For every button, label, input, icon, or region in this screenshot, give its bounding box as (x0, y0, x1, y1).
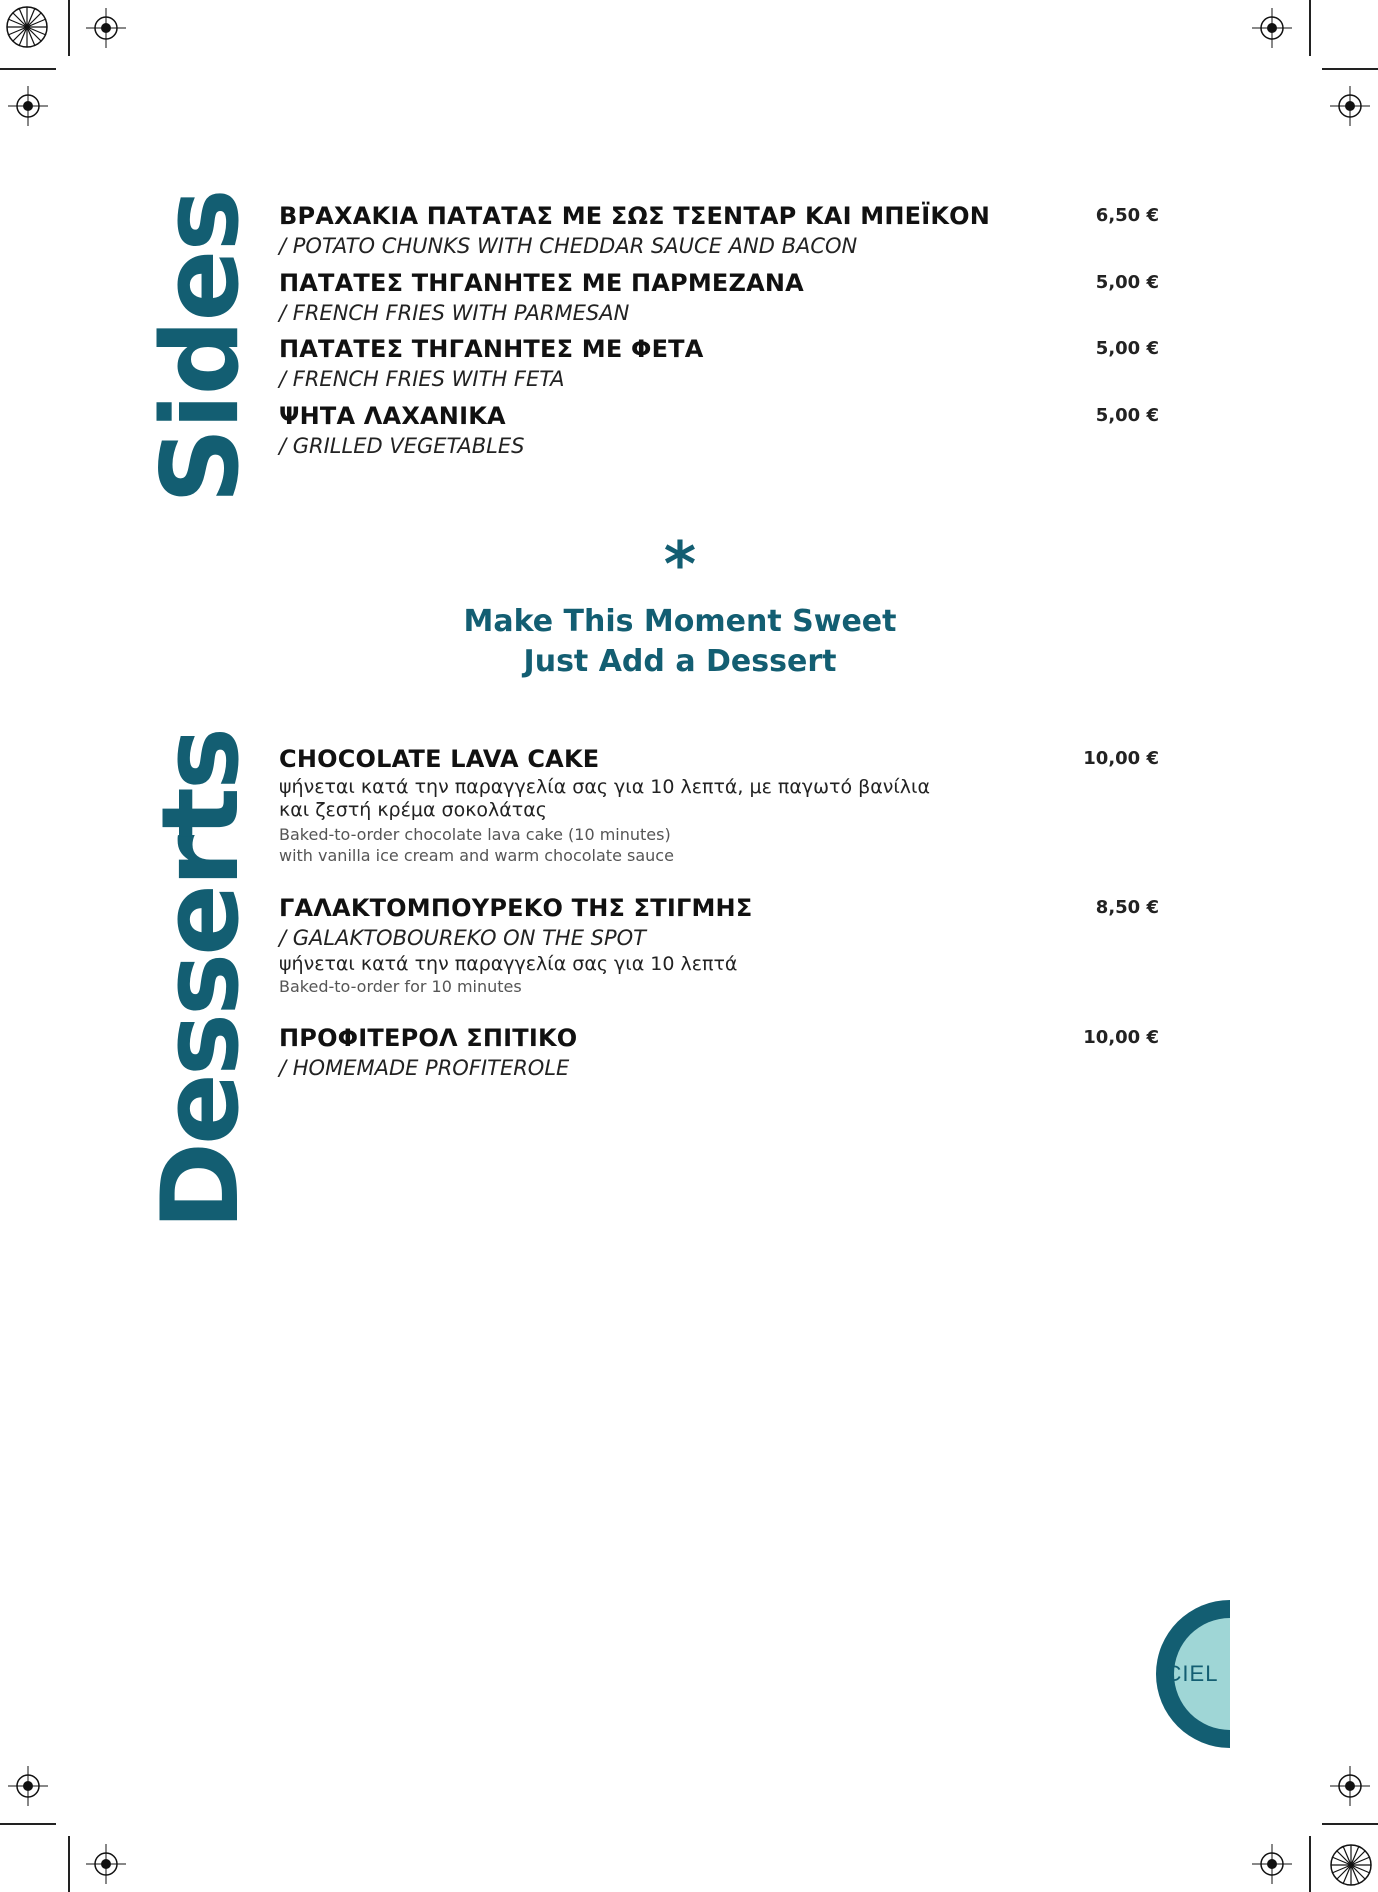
registration-mark-icon (1330, 86, 1370, 126)
item-name: ΠΑΤΑΤΕΣ ΤΗΓΑΝΗΤΕΣ ΜΕ ΦΕΤΑ (279, 335, 704, 363)
registration-mark-icon (8, 86, 48, 126)
item-price: 5,00 € (1095, 272, 1159, 293)
item-price: 10,00 € (1083, 1027, 1159, 1048)
item-english-name: / GRILLED VEGETABLES (279, 434, 525, 458)
item-greek-description: ψήνεται κατά την παραγγελία σας για 10 λεπτά, με παγωτό βανίλια (279, 776, 931, 798)
crop-line (1322, 1823, 1378, 1825)
item-name: ΨΗΤΑ ΛΑΧΑΝΙΚΑ (279, 402, 506, 430)
asterisk-icon: * (663, 528, 697, 601)
logo-text: CIEL (1165, 1661, 1219, 1686)
menu-item (279, 1023, 1159, 1083)
ciel-logo (1120, 1600, 1230, 1748)
item-price: 5,00 € (1095, 338, 1159, 359)
menu-item (279, 401, 1159, 461)
menu-item (279, 201, 1159, 261)
crop-line (0, 1823, 56, 1825)
item-price: 5,00 € (1095, 405, 1159, 426)
item-name: ΒΡΑΧΑΚΙΑ ΠΑΤΑΤΑΣ ΜΕ ΣΩΣ ΤΣΕΝΤΑΡ ΚΑΙ ΜΠΕΪΚΟΝ (279, 202, 991, 230)
menu-item (279, 744, 1159, 866)
crop-line (68, 0, 70, 56)
promo-line-1: Make This Moment Sweet (463, 604, 897, 639)
item-name: CHOCOLATE LAVA CAKE (279, 745, 600, 773)
item-price: 8,50 € (1095, 897, 1159, 918)
item-english-description: Baked-to-order chocolate lava cake (10 minutes) (279, 825, 671, 844)
crop-line (0, 68, 56, 70)
item-greek-description: ψήνεται κατά την παραγγελία σας για 10 λεπτά (279, 953, 738, 975)
dessert-promo (380, 528, 980, 682)
item-english-name: / HOMEMADE PROFITEROLE (279, 1056, 570, 1080)
registration-mark-icon (1252, 1844, 1292, 1884)
item-name: ΠΡΟΦΙΤΕΡΟΛ ΣΠΙΤΙΚΟ (279, 1024, 578, 1052)
item-english-name: / FRENCH FRIES WITH FETA (279, 367, 565, 391)
registration-mark-icon (1252, 8, 1292, 48)
desserts-section-title: Desserts (139, 730, 262, 1230)
menu-item (279, 268, 1159, 328)
crop-line (1309, 1836, 1311, 1892)
item-price: 6,50 € (1095, 205, 1159, 226)
item-english-name: / GALAKTOBOUREKO ON THE SPOT (279, 926, 646, 950)
item-name: ΓΑΛΑΚΤΟΜΠΟΥΡΕΚΟ ΤΗΣ ΣΤΙΓΜΗΣ (279, 894, 753, 922)
item-english-name: / FRENCH FRIES WITH PARMESAN (279, 301, 630, 325)
color-bar-rosette-icon (1329, 1843, 1373, 1887)
color-bar-rosette-icon (5, 5, 49, 49)
item-price: 10,00 € (1083, 748, 1159, 769)
registration-mark-icon (86, 1844, 126, 1884)
promo-line-2: Just Add a Dessert (523, 644, 837, 679)
menu-item (279, 893, 1159, 997)
item-english-description: Baked-to-order for 10 minutes (279, 977, 522, 996)
item-english-description: with vanilla ice cream and warm chocolate sauce (279, 846, 674, 865)
item-english-name: / POTATO CHUNKS WITH CHEDDAR SAUCE AND BACON (279, 234, 858, 258)
crop-line (68, 1836, 70, 1892)
item-name: ΠΑΤΑΤΕΣ ΤΗΓΑΝΗΤΕΣ ΜΕ ΠΑΡΜΕΖΑΝΑ (279, 269, 804, 297)
menu-item (279, 334, 1159, 394)
crop-line (1309, 0, 1311, 56)
registration-mark-icon (1330, 1766, 1370, 1806)
registration-mark-icon (8, 1766, 48, 1806)
crop-line (1322, 68, 1378, 70)
sides-section-title: Sides (139, 190, 262, 504)
registration-mark-icon (86, 8, 126, 48)
item-greek-description: και ζεστή κρέμα σοκολάτας (279, 799, 547, 821)
